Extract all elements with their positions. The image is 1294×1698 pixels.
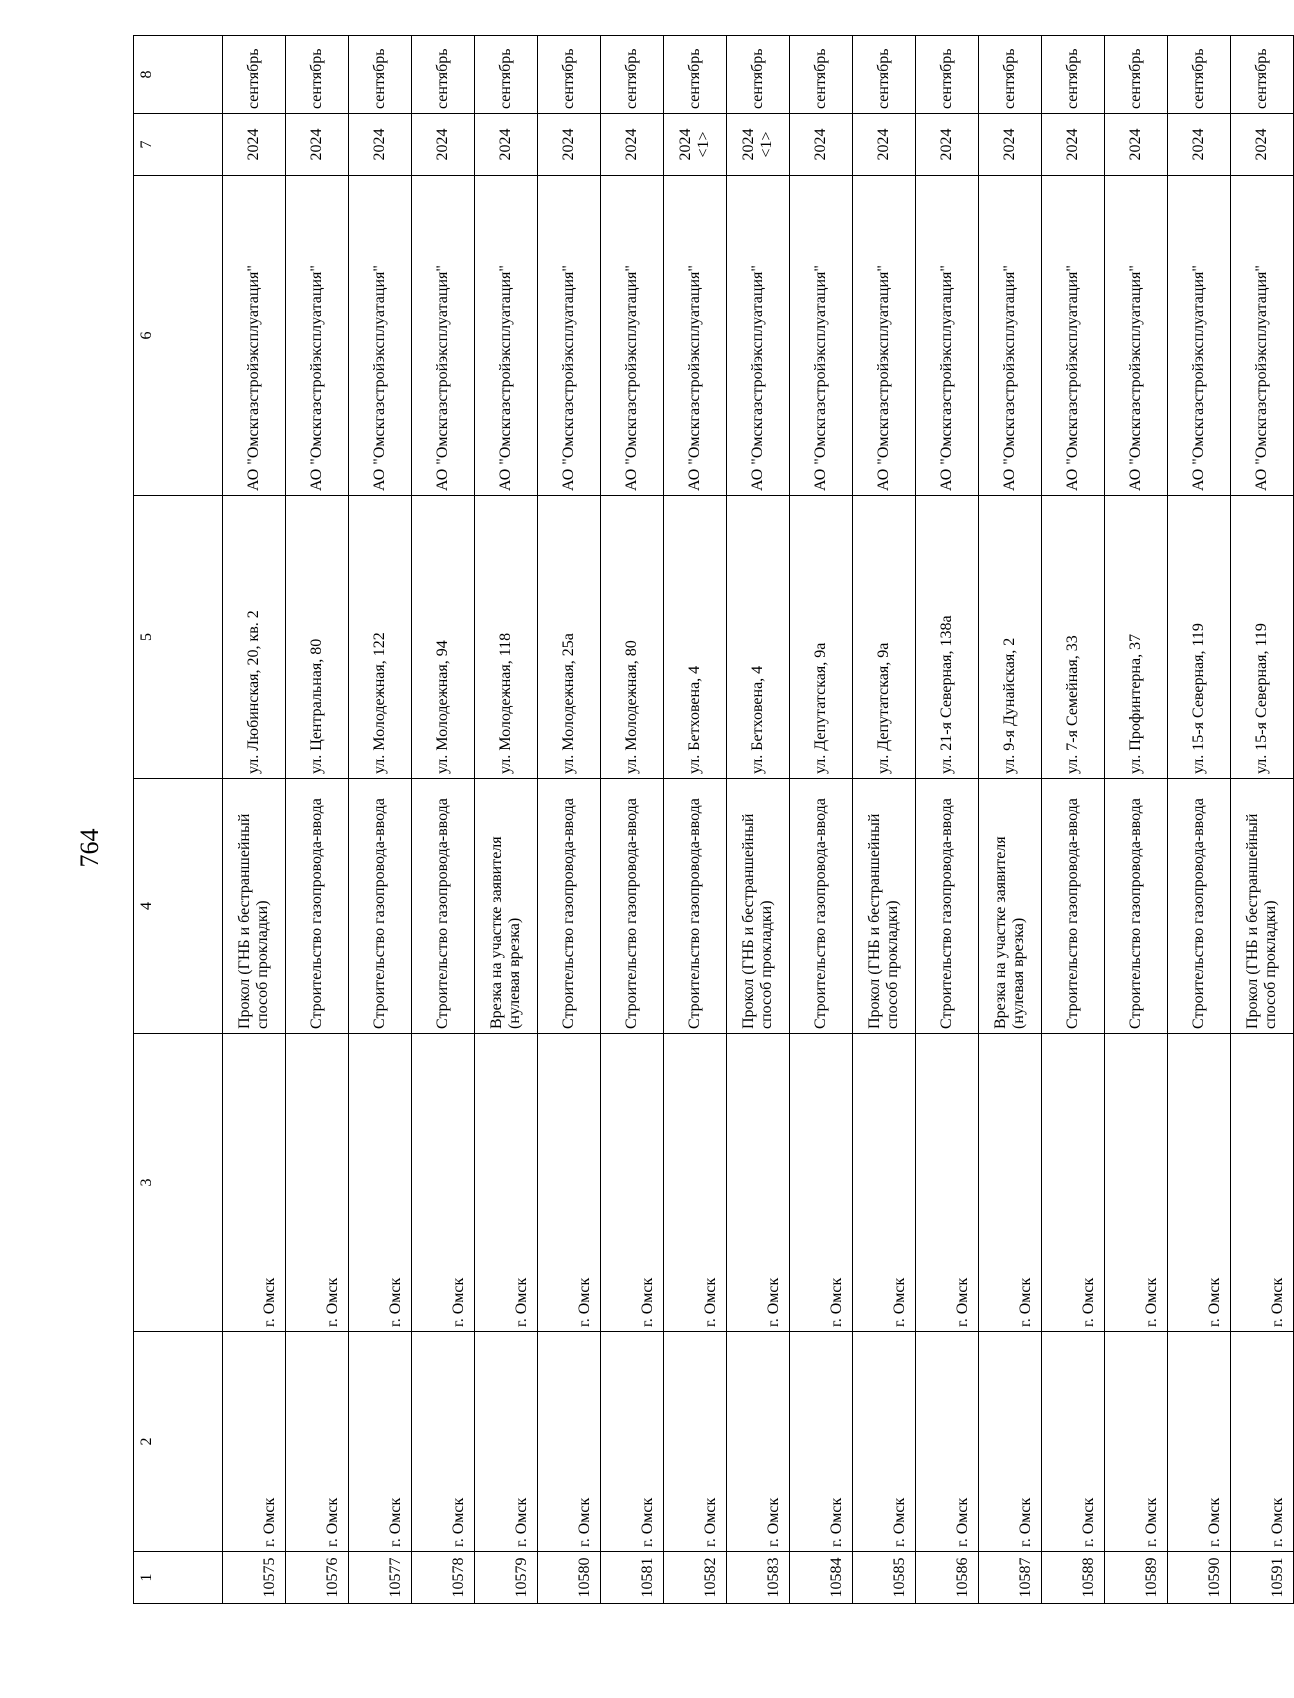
year-cell: 2024 xyxy=(916,114,979,176)
month-cell: сентябрь xyxy=(475,36,538,114)
month-cell: сентябрь xyxy=(727,36,790,114)
address-cell: ул. Молодежная, 118 xyxy=(475,496,538,779)
region-cell: г. Омск xyxy=(412,1332,475,1552)
settlement-cell: г. Омск xyxy=(1042,1034,1105,1332)
row-number-cell: 10580 xyxy=(538,1552,601,1604)
year-cell: 2024 xyxy=(1231,114,1294,176)
work-type-cell: Строительство газопровода-ввода xyxy=(916,779,979,1034)
table-row xyxy=(664,36,727,1604)
column-header: 7 xyxy=(134,114,223,176)
year-cell: 2024 xyxy=(1105,114,1168,176)
column-header: 5 xyxy=(134,496,223,779)
organization-cell: АО "Омскгазстройэксплуатация" xyxy=(1168,176,1231,496)
settlement-cell: г. Омск xyxy=(979,1034,1042,1332)
organization-cell: АО "Омскгазстройэксплуатация" xyxy=(853,176,916,496)
row-number-cell: 10577 xyxy=(349,1552,412,1604)
month-cell: сентябрь xyxy=(664,36,727,114)
organization-cell: АО "Омскгазстройэксплуатация" xyxy=(727,176,790,496)
settlement-cell: г. Омск xyxy=(475,1034,538,1332)
row-number-cell: 10584 xyxy=(790,1552,853,1604)
year-cell: 2024 <1> xyxy=(727,114,790,176)
year-cell: 2024 xyxy=(475,114,538,176)
row-number-cell: 10583 xyxy=(727,1552,790,1604)
organization-cell: АО "Омскгазстройэксплуатация" xyxy=(790,176,853,496)
table-row xyxy=(979,36,1042,1604)
row-number-cell: 10582 xyxy=(664,1552,727,1604)
organization-cell: АО "Омскгазстройэксплуатация" xyxy=(664,176,727,496)
month-cell: сентябрь xyxy=(979,36,1042,114)
row-number-cell: 10576 xyxy=(286,1552,349,1604)
table-row xyxy=(412,36,475,1604)
column-header: 8 xyxy=(134,36,223,114)
organization-cell: АО "Омскгазстройэксплуатация" xyxy=(1042,176,1105,496)
region-cell: г. Омск xyxy=(790,1332,853,1552)
address-cell: ул. 15-я Северная, 119 xyxy=(1168,496,1231,779)
region-cell: г. Омск xyxy=(286,1332,349,1552)
work-type-cell: Строительство газопровода-ввода xyxy=(664,779,727,1034)
table-row xyxy=(286,36,349,1604)
work-type-cell: Строительство газопровода-ввода xyxy=(1042,779,1105,1034)
work-type-cell: Прокол (ГНБ и бестраншейный способ прокладки) xyxy=(853,779,916,1034)
region-cell: г. Омск xyxy=(1042,1332,1105,1552)
column-header: 6 xyxy=(134,176,223,496)
table-row xyxy=(538,36,601,1604)
work-type-cell: Строительство газопровода-ввода xyxy=(538,779,601,1034)
month-cell: сентябрь xyxy=(412,36,475,114)
work-type-cell: Строительство газопровода-ввода xyxy=(412,779,475,1034)
work-type-cell: Строительство газопровода-ввода xyxy=(601,779,664,1034)
column-header: 2 xyxy=(134,1332,223,1552)
address-cell: ул. 21-я Северная, 138а xyxy=(916,496,979,779)
row-number-cell: 10589 xyxy=(1105,1552,1168,1604)
rotated-table-container xyxy=(133,36,1286,1604)
table-row xyxy=(853,36,916,1604)
settlement-cell: г. Омск xyxy=(1168,1034,1231,1332)
work-type-cell: Врезка на участке заявителя (нулевая врезка) xyxy=(475,779,538,1034)
region-cell: г. Омск xyxy=(979,1332,1042,1552)
settlement-cell: г. Омск xyxy=(601,1034,664,1332)
table-row xyxy=(1168,36,1231,1604)
year-cell: 2024 xyxy=(1042,114,1105,176)
region-cell: г. Омск xyxy=(601,1332,664,1552)
region-cell: г. Омск xyxy=(916,1332,979,1552)
address-cell: ул. 15-я Северная, 119 xyxy=(1231,496,1294,779)
year-cell: 2024 xyxy=(538,114,601,176)
work-type-cell: Прокол (ГНБ и бестраншейный способ прокладки) xyxy=(727,779,790,1034)
table-row xyxy=(727,36,790,1604)
year-cell: 2024 xyxy=(349,114,412,176)
row-number-cell: 10587 xyxy=(979,1552,1042,1604)
work-type-cell: Строительство газопровода-ввода xyxy=(286,779,349,1034)
table-row xyxy=(1105,36,1168,1604)
organization-cell: АО "Омскгазстройэксплуатация" xyxy=(1105,176,1168,496)
region-cell: г. Омск xyxy=(664,1332,727,1552)
month-cell: сентябрь xyxy=(601,36,664,114)
organization-cell: АО "Омскгазстройэксплуатация" xyxy=(916,176,979,496)
column-header: 3 xyxy=(134,1034,223,1332)
address-cell: ул. Молодежная, 25а xyxy=(538,496,601,779)
settlement-cell: г. Омск xyxy=(1105,1034,1168,1332)
settlement-cell: г. Омск xyxy=(853,1034,916,1332)
table-row xyxy=(1042,36,1105,1604)
region-cell: г. Омск xyxy=(349,1332,412,1552)
month-cell: сентябрь xyxy=(790,36,853,114)
organization-cell: АО "Омскгазстройэксплуатация" xyxy=(223,176,286,496)
settlement-cell: г. Омск xyxy=(538,1034,601,1332)
region-cell: г. Омск xyxy=(538,1332,601,1552)
organization-cell: АО "Омскгазстройэксплуатация" xyxy=(1231,176,1294,496)
work-type-cell: Строительство газопровода-ввода xyxy=(790,779,853,1034)
month-cell: сентябрь xyxy=(538,36,601,114)
address-cell: ул. Депутатская, 9а xyxy=(853,496,916,779)
table-row xyxy=(601,36,664,1604)
address-cell: ул. Любинская, 20, кв. 2 xyxy=(223,496,286,779)
year-cell: 2024 xyxy=(412,114,475,176)
address-cell: ул. Молодежная, 80 xyxy=(601,496,664,779)
row-number-cell: 10575 xyxy=(223,1552,286,1604)
settlement-cell: г. Омск xyxy=(790,1034,853,1332)
year-cell: 2024 xyxy=(601,114,664,176)
column-header: 4 xyxy=(134,779,223,1034)
month-cell: сентябрь xyxy=(1105,36,1168,114)
table-row xyxy=(1231,36,1294,1604)
address-cell: ул. Бетховена, 4 xyxy=(664,496,727,779)
header-row xyxy=(134,36,223,1604)
year-cell: 2024 xyxy=(790,114,853,176)
settlement-cell: г. Омск xyxy=(727,1034,790,1332)
region-cell: г. Омск xyxy=(475,1332,538,1552)
row-number-cell: 10591 xyxy=(1231,1552,1294,1604)
row-number-cell: 10590 xyxy=(1168,1552,1231,1604)
page-number: 764 xyxy=(75,828,104,868)
region-cell: г. Омск xyxy=(223,1332,286,1552)
region-cell: г. Омск xyxy=(727,1332,790,1552)
address-cell: ул. Центральная, 80 xyxy=(286,496,349,779)
year-cell: 2024 xyxy=(1168,114,1231,176)
row-number-cell: 10586 xyxy=(916,1552,979,1604)
year-cell: 2024 xyxy=(223,114,286,176)
address-cell: ул. Бетховена, 4 xyxy=(727,496,790,779)
organization-cell: АО "Омскгазстройэксплуатация" xyxy=(286,176,349,496)
month-cell: сентябрь xyxy=(1168,36,1231,114)
organization-cell: АО "Омскгазстройэксплуатация" xyxy=(601,176,664,496)
month-cell: сентябрь xyxy=(1231,36,1294,114)
table-row xyxy=(349,36,412,1604)
organization-cell: АО "Омскгазстройэксплуатация" xyxy=(979,176,1042,496)
row-number-cell: 10581 xyxy=(601,1552,664,1604)
table-row xyxy=(916,36,979,1604)
row-number-cell: 10579 xyxy=(475,1552,538,1604)
work-type-cell: Прокол (ГНБ и бестраншейный способ прокладки) xyxy=(1231,779,1294,1034)
row-number-cell: 10588 xyxy=(1042,1552,1105,1604)
month-cell: сентябрь xyxy=(349,36,412,114)
row-number-cell: 10585 xyxy=(853,1552,916,1604)
work-type-cell: Строительство газопровода-ввода xyxy=(1105,779,1168,1034)
address-cell: ул. Профинтерна, 37 xyxy=(1105,496,1168,779)
settlement-cell: г. Омск xyxy=(1231,1034,1294,1332)
address-cell: ул. Молодежная, 122 xyxy=(349,496,412,779)
work-type-cell: Строительство газопровода-ввода xyxy=(1168,779,1231,1034)
month-cell: сентябрь xyxy=(286,36,349,114)
settlement-cell: г. Омск xyxy=(664,1034,727,1332)
month-cell: сентябрь xyxy=(916,36,979,114)
work-type-cell: Врезка на участке заявителя (нулевая врезка) xyxy=(979,779,1042,1034)
work-type-cell: Строительство газопровода-ввода xyxy=(349,779,412,1034)
settlement-cell: г. Омск xyxy=(349,1034,412,1332)
settlement-cell: г. Омск xyxy=(412,1034,475,1332)
organization-cell: АО "Омскгазстройэксплуатация" xyxy=(349,176,412,496)
table-row xyxy=(790,36,853,1604)
month-cell: сентябрь xyxy=(223,36,286,114)
row-number-cell: 10578 xyxy=(412,1552,475,1604)
organization-cell: АО "Омскгазстройэксплуатация" xyxy=(475,176,538,496)
work-type-cell: Прокол (ГНБ и бестраншейный способ прокладки) xyxy=(223,779,286,1034)
settlement-cell: г. Омск xyxy=(916,1034,979,1332)
region-cell: г. Омск xyxy=(1231,1332,1294,1552)
table-row xyxy=(223,36,286,1604)
month-cell: сентябрь xyxy=(1042,36,1105,114)
address-cell: ул. 7-я Семейная, 33 xyxy=(1042,496,1105,779)
address-cell: ул. 9-я Дунайская, 2 xyxy=(979,496,1042,779)
organization-cell: АО "Омскгазстройэксплуатация" xyxy=(412,176,475,496)
table-row xyxy=(475,36,538,1604)
settlement-cell: г. Омск xyxy=(286,1034,349,1332)
year-cell: 2024 <1> xyxy=(664,114,727,176)
gas-works-table xyxy=(133,35,1294,1604)
column-header: 1 xyxy=(134,1552,223,1604)
region-cell: г. Омск xyxy=(853,1332,916,1552)
address-cell: ул. Депутатская, 9а xyxy=(790,496,853,779)
organization-cell: АО "Омскгазстройэксплуатация" xyxy=(538,176,601,496)
settlement-cell: г. Омск xyxy=(223,1034,286,1332)
year-cell: 2024 xyxy=(979,114,1042,176)
region-cell: г. Омск xyxy=(1168,1332,1231,1552)
region-cell: г. Омск xyxy=(1105,1332,1168,1552)
year-cell: 2024 xyxy=(286,114,349,176)
year-cell: 2024 xyxy=(853,114,916,176)
address-cell: ул. Молодежная, 94 xyxy=(412,496,475,779)
month-cell: сентябрь xyxy=(853,36,916,114)
